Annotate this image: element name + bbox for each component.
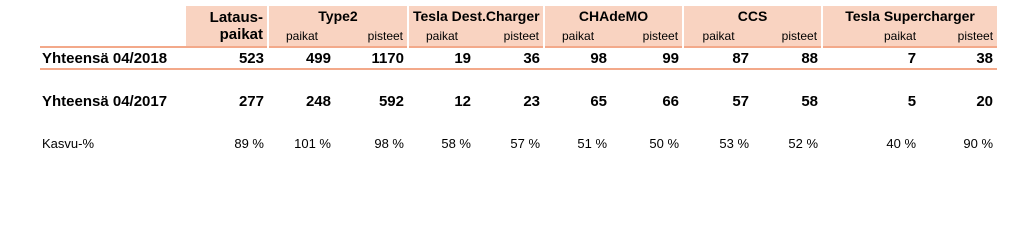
group-header-tesla-supercharger: Tesla Supercharger (822, 6, 997, 26)
corner-cell (40, 26, 186, 47)
cell-supercharger-pisteet: 38 (920, 47, 997, 69)
cell-chademo-paikat: 51 % (577, 135, 608, 151)
lataus-header-line2: paikat (186, 26, 268, 47)
group-header-type2: Type2 (268, 6, 408, 26)
cell-type2-pisteet: 98 % (374, 135, 404, 151)
cell-ccs-pisteet: 52 % (788, 135, 819, 151)
sub-header-paikat: paikat (822, 26, 920, 47)
cell-ccs-pisteet: 58 (801, 92, 819, 110)
charging-stats-table (40, 6, 997, 154)
cell-chademo-pisteet: 99 (611, 47, 683, 69)
cell-type2-pisteet: 592 (378, 92, 404, 110)
cell-supercharger-paikat: 5 (907, 92, 917, 110)
cell-tesla-dest-paikat: 19 (408, 47, 475, 69)
cell-tesla-dest-paikat: 12 (454, 92, 471, 110)
group-header-chademo: CHAdeMO (544, 6, 683, 26)
row-label: Yhteensä 04/2018 (40, 47, 186, 69)
cell-lataus-paikat: 523 (186, 47, 268, 69)
cell-ccs-paikat: 53 % (719, 135, 750, 151)
cell-tesla-dest-pisteet: 23 (523, 92, 541, 110)
table-row-2018 (40, 47, 997, 69)
cell-ccs-paikat: 87 (683, 47, 753, 69)
sub-header-pisteet: pisteet (475, 26, 544, 47)
cell-supercharger-pisteet: 20 (976, 92, 994, 110)
cell-type2-paikat: 248 (305, 92, 331, 110)
cell-tesla-dest-pisteet: 57 % (510, 135, 541, 151)
cell-chademo-pisteet: 66 (662, 92, 680, 110)
cell-type2-paikat: 499 (268, 47, 335, 69)
sub-header-paikat: paikat (408, 26, 475, 47)
cell-chademo-paikat: 98 (544, 47, 611, 69)
spacer-row (40, 112, 997, 132)
cell-type2-paikat: 101 % (294, 135, 331, 151)
cell-ccs-pisteet: 88 (753, 47, 822, 69)
cell-tesla-dest-paikat: 58 % (441, 135, 471, 151)
sub-header-row (40, 26, 997, 47)
group-header-row (40, 6, 997, 26)
cell-chademo-paikat: 65 (590, 92, 608, 110)
sub-header-paikat: paikat (268, 26, 335, 47)
sub-header-paikat: paikat (683, 26, 753, 47)
cell-lataus-paikat: 89 % (234, 135, 264, 151)
row-label: Kasvu-% (42, 135, 95, 151)
corner-cell (40, 6, 186, 26)
sub-header-paikat: paikat (544, 26, 611, 47)
cell-tesla-dest-pisteet: 36 (475, 47, 544, 69)
sub-header-pisteet: pisteet (335, 26, 408, 47)
cell-supercharger-paikat: 7 (822, 47, 920, 69)
sub-header-pisteet: pisteet (611, 26, 683, 47)
sub-header-pisteet: pisteet (920, 26, 997, 47)
cell-supercharger-paikat: 40 % (886, 135, 917, 151)
cell-chademo-pisteet: 50 % (649, 135, 680, 151)
table-row-growth (40, 132, 997, 154)
table-row-2017 (40, 90, 997, 112)
lataus-header-line1: Lataus- (186, 6, 268, 26)
cell-ccs-paikat: 57 (732, 92, 750, 110)
cell-lataus-paikat: 277 (238, 92, 264, 110)
row-label: Yhteensä 04/2017 (42, 92, 168, 110)
group-header-tesla-dest: Tesla Dest.Charger (408, 6, 544, 26)
sub-header-pisteet: pisteet (753, 26, 822, 47)
cell-type2-pisteet: 1170 (335, 47, 408, 69)
cell-supercharger-pisteet: 90 % (963, 135, 994, 151)
group-header-ccs: CCS (683, 6, 822, 26)
spacer-row (40, 69, 997, 90)
